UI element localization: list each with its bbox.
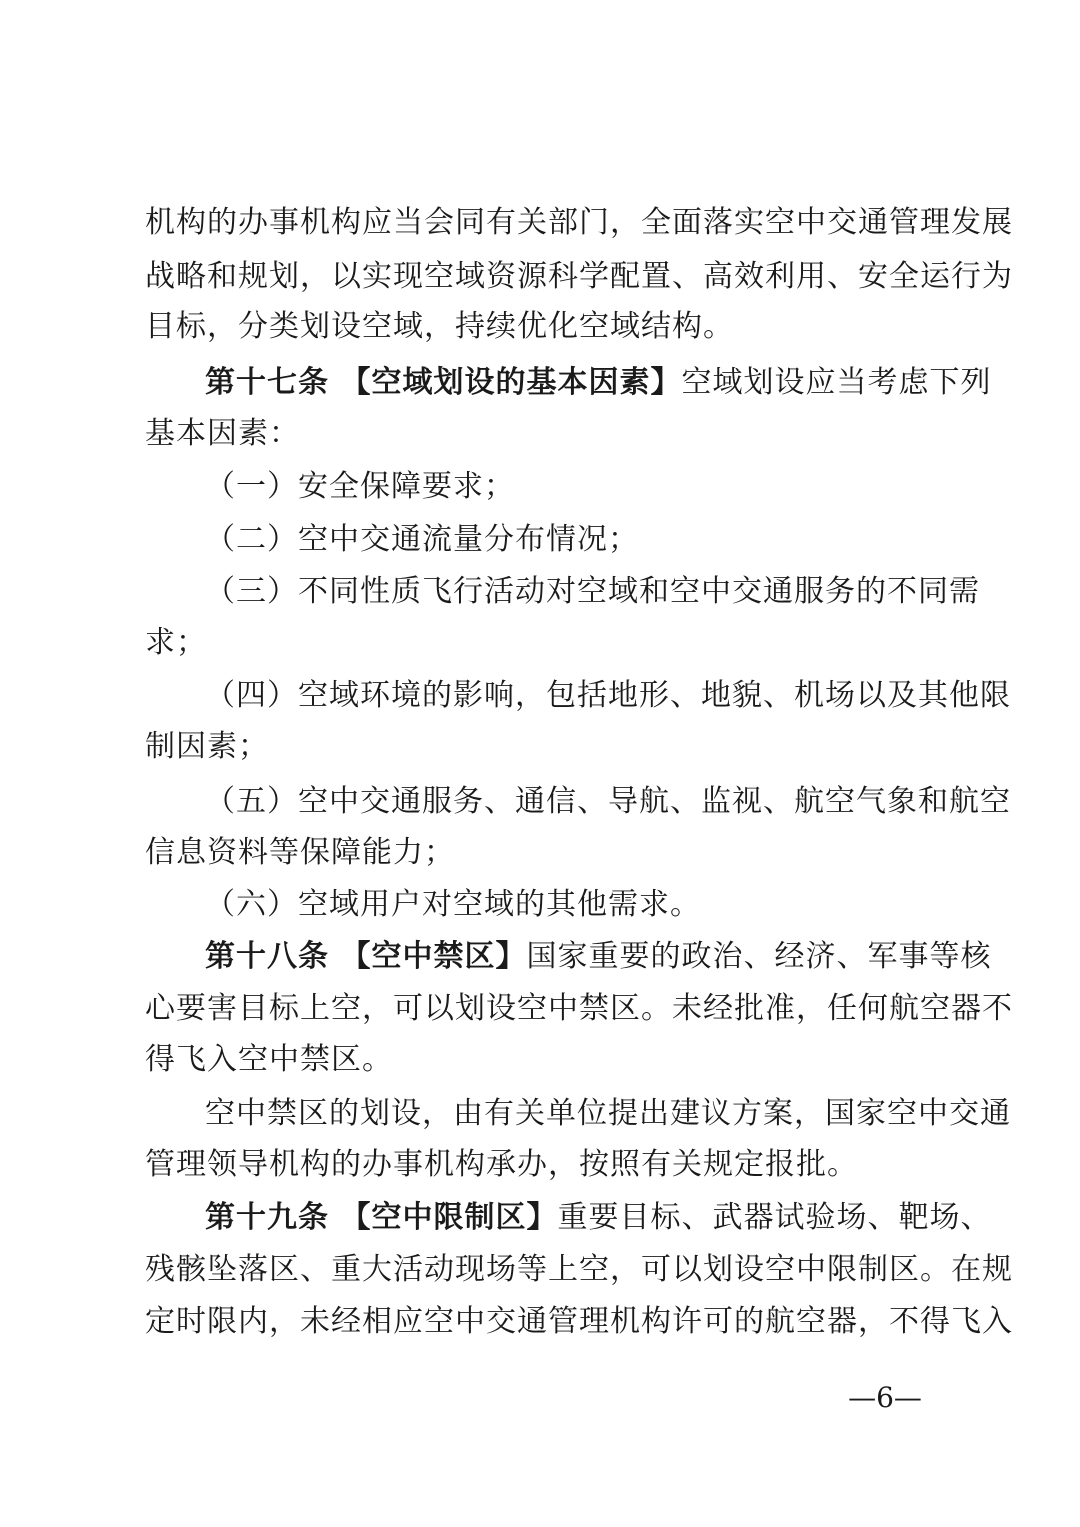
list-item-continuation: 求； xyxy=(145,625,207,660)
paragraph-line: 目标，分类划设空域，持续优化空域结构。 xyxy=(145,309,734,344)
list-item-continuation: 制因素； xyxy=(145,729,269,764)
article-19-heading: 第十九条 【空中限制区】 xyxy=(205,1200,558,1235)
article-19-line: 第十九条 【空中限制区】重要目标、武器试验场、靶场、 xyxy=(205,1200,992,1235)
page-number: —6— xyxy=(848,1381,922,1414)
list-item: （六）空域用户对空域的其他需求。 xyxy=(205,887,701,922)
list-item: （一）安全保障要求； xyxy=(205,469,515,504)
list-item-continuation: 信息资料等保障能力； xyxy=(145,835,455,870)
paragraph-line: 得飞入空中禁区。 xyxy=(145,1042,393,1077)
list-item: （四）空域环境的影响，包括地形、地貌、机场以及其他限 xyxy=(205,678,1011,713)
article-18-line: 第十八条 【空中禁区】国家重要的政治、经济、军事等核 xyxy=(205,939,992,974)
paragraph-line: 空中禁区的划设，由有关单位提出建议方案，国家空中交通 xyxy=(205,1096,1011,1131)
article-17-heading: 第十七条 【空域划设的基本因素】 xyxy=(205,365,682,400)
paragraph-line: 残骸坠落区、重大活动现场等上空，可以划设空中限制区。在规 xyxy=(145,1252,1013,1287)
paragraph-line: 心要害目标上空，可以划设空中禁区。未经批准，任何航空器不 xyxy=(145,991,1013,1026)
paragraph-line: 管理领导机构的办事机构承办，按照有关规定报批。 xyxy=(145,1147,858,1182)
paragraph-line: 机构的办事机构应当会同有关部门，全面落实空中交通管理发展 xyxy=(145,205,1013,240)
article-18-heading: 第十八条 【空中禁区】 xyxy=(205,939,527,974)
paragraph-line: 基本因素： xyxy=(145,416,300,451)
list-item: （五）空中交通服务、通信、导航、监视、航空气象和航空 xyxy=(205,784,1011,819)
list-item: （三）不同性质飞行活动对空域和空中交通服务的不同需 xyxy=(205,574,980,609)
article-17-line: 第十七条 【空域划设的基本因素】空域划设应当考虑下列 xyxy=(205,365,992,400)
list-item: （二）空中交通流量分布情况； xyxy=(205,522,639,557)
paragraph-line: 定时限内，未经相应空中交通管理机构许可的航空器，不得飞入 xyxy=(145,1304,1013,1339)
paragraph-line: 战略和规划，以实现空域资源科学配置、高效利用、安全运行为 xyxy=(145,259,1013,294)
